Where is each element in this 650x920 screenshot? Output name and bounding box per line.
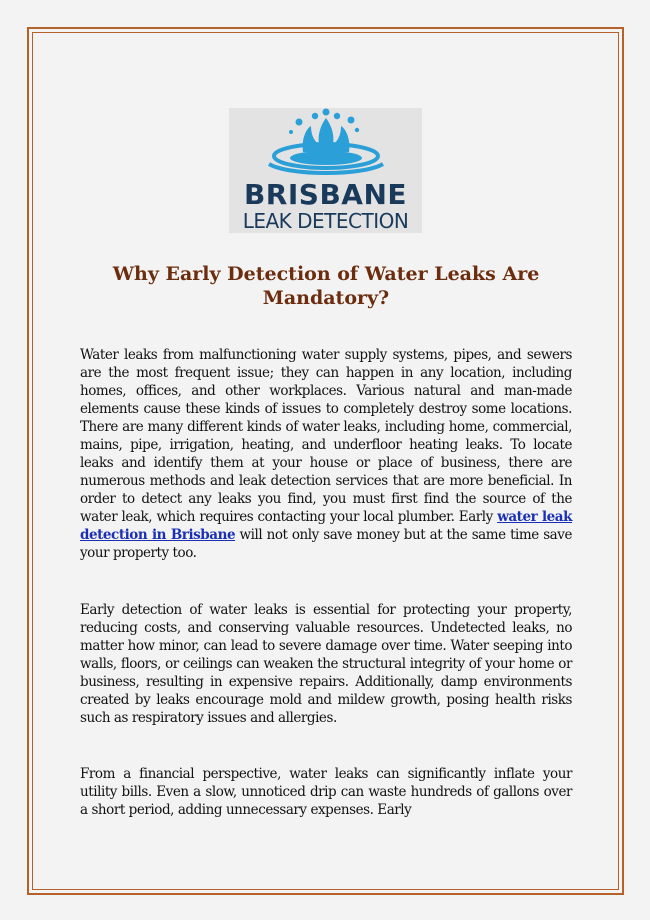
paragraph-2: Early detection of water leaks is essential for protecting your property, reducing costs, and conserving valuable resources. Undetected leaks, no matter how minor, can lead to severe damage over time. Water seeping into walls, floors, or ceilings can weaken the structural integrity of your home or business, resulting in expensive repairs. Additionally, damp environments created by leaks encourage mold and mildew growth, posing health risks such as respiratory issues and allergies. bbox=[80, 602, 572, 726]
water-splash-icon bbox=[229, 108, 422, 183]
article-title: Why Early Detection of Water Leaks Are Mandatory? bbox=[112, 263, 540, 309]
paragraph-3: From a financial perspective, water leaks can significantly inflate your utility bills. Even a slow, unnoticed drip can waste hundreds of gallons over a short period, adding unnecessary expenses. Early bbox=[80, 766, 572, 818]
logo-line1: BRISBANE bbox=[243, 178, 408, 211]
paragraph-1 bbox=[80, 346, 572, 562]
paragraph-1-text-after: will not only save money but at the same time save your property too. bbox=[80, 527, 572, 561]
water-leak-detection-link[interactable]: water leak detection in Brisbane bbox=[80, 509, 572, 543]
brisbane-leak-detection-logo bbox=[229, 108, 422, 233]
paragraph-1-text-before: Water leaks from malfunctioning water supply systems, pipes, and sewers are the most frequent issue; they can happen in any location, including homes, offices, and other workplaces. Various natural and man-made elements cause these kinds of issues to completely destroy some locations. There are many different kinds of water leaks, including home, commercial, mains, pipe, irrigation, heating, and underfloor heating leaks. To locate leaks and identify them at your house or place of business, there are numerous methods and leak detection services that are more beneficial. In order to detect any leaks you find, you must first find the source of the water leak, which requires contacting your local plumber. Early bbox=[80, 347, 572, 525]
logo-line2: LEAK DETECTION bbox=[242, 209, 409, 233]
